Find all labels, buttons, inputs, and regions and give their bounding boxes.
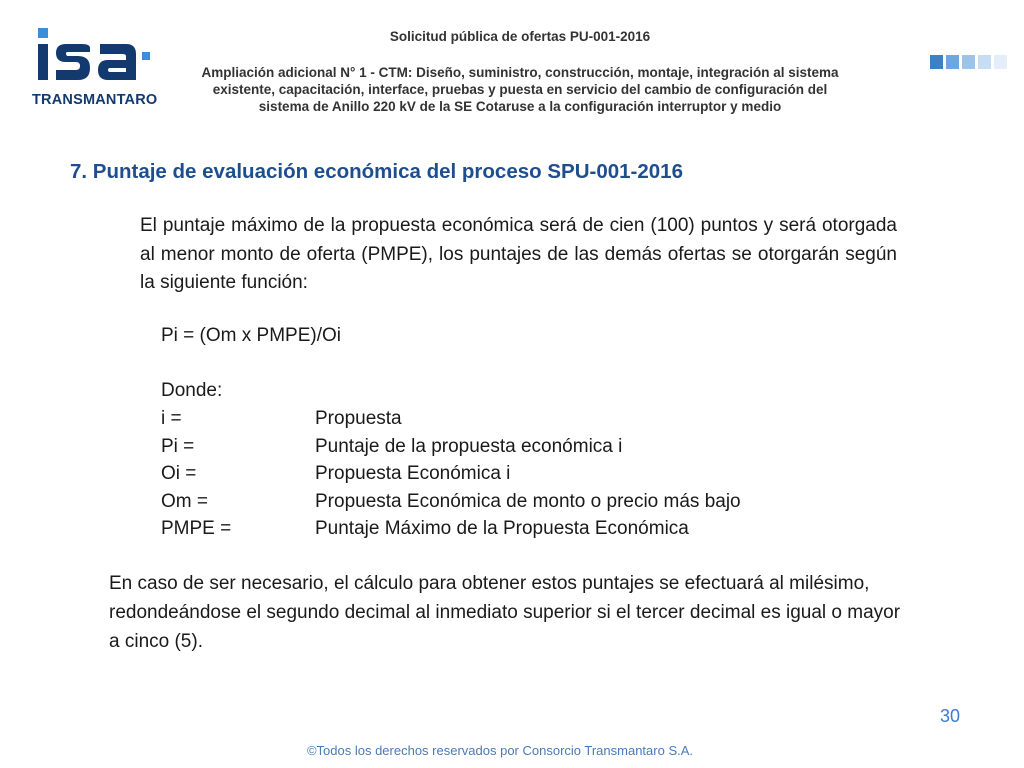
definition-row: [161, 433, 741, 461]
header-description-lead: Ampliación adicional N° 1 - CTM:: [201, 65, 413, 80]
decor-square: [978, 55, 991, 69]
definition-term: PMPE =: [161, 518, 232, 539]
header-title: Solicitud pública de ofertas PU-001-2016: [389, 29, 651, 44]
header-description-rest: Diseño, suministro, construcción, montaje, integración al sistema existente, capacitación, interface, pruebas y puesta en servicio del cambio de configuración del sistema de Anillo 220 kV de la SE Cotaruse a la configuración interruptor y medio: [212, 65, 839, 114]
decor-square: [994, 55, 1007, 69]
definition-term: Pi =: [161, 435, 195, 457]
definition-row: [161, 515, 741, 543]
decor-square: [930, 55, 943, 69]
formula: Pi = (Om x PMPE)/Oi: [161, 325, 341, 346]
definition-meaning: Propuesta Económica i: [315, 463, 511, 484]
definition-meaning: Propuesta: [315, 408, 402, 429]
definition-term: Oi =: [161, 463, 197, 484]
rounding-note: En caso de ser necesario, el cálculo para obtener estos puntajes se efectuará al milésimo, redondeándose el segundo decimal al inmediato superior si el tercer decimal es igual o mayor a cinco (5).: [109, 573, 901, 652]
definitions-list: [161, 405, 741, 543]
document-header: [200, 28, 840, 115]
company-logo: [30, 26, 170, 116]
isa-logo-mark: [30, 26, 160, 88]
definition-meaning: Propuesta Económica de monto o precio más bajo: [315, 490, 741, 512]
definition-row: [161, 460, 741, 488]
definition-term: Om =: [161, 490, 208, 512]
decorative-squares: [930, 55, 1007, 69]
decor-square: [946, 55, 959, 69]
definition-meaning: Puntaje Máximo de la Propuesta Económica: [315, 518, 689, 539]
definition-row: [161, 405, 741, 433]
decor-square: [962, 55, 975, 69]
where-label: Donde:: [161, 380, 223, 401]
section-title: 7. Puntaje de evaluación económica del proceso SPU-001-2016: [70, 160, 683, 183]
definition-row: [161, 488, 741, 516]
intro-paragraph: El puntaje máximo de la propuesta económica será de cien (100) puntos y será otorgada al menor monto de oferta (PMPE), los puntajes de las demás ofertas se otorgarán según la siguiente función:: [140, 215, 897, 293]
header-description: [200, 64, 840, 115]
page-number: 30: [940, 706, 961, 726]
definition-term: i =: [161, 408, 182, 429]
logo-subtitle: TRANSMANTARO: [32, 92, 158, 108]
definition-meaning: Puntaje de la propuesta económica i: [315, 435, 623, 457]
copyright-footer: ©Todos los derechos reservados por Consorcio Transmantaro S.A.: [306, 743, 694, 758]
